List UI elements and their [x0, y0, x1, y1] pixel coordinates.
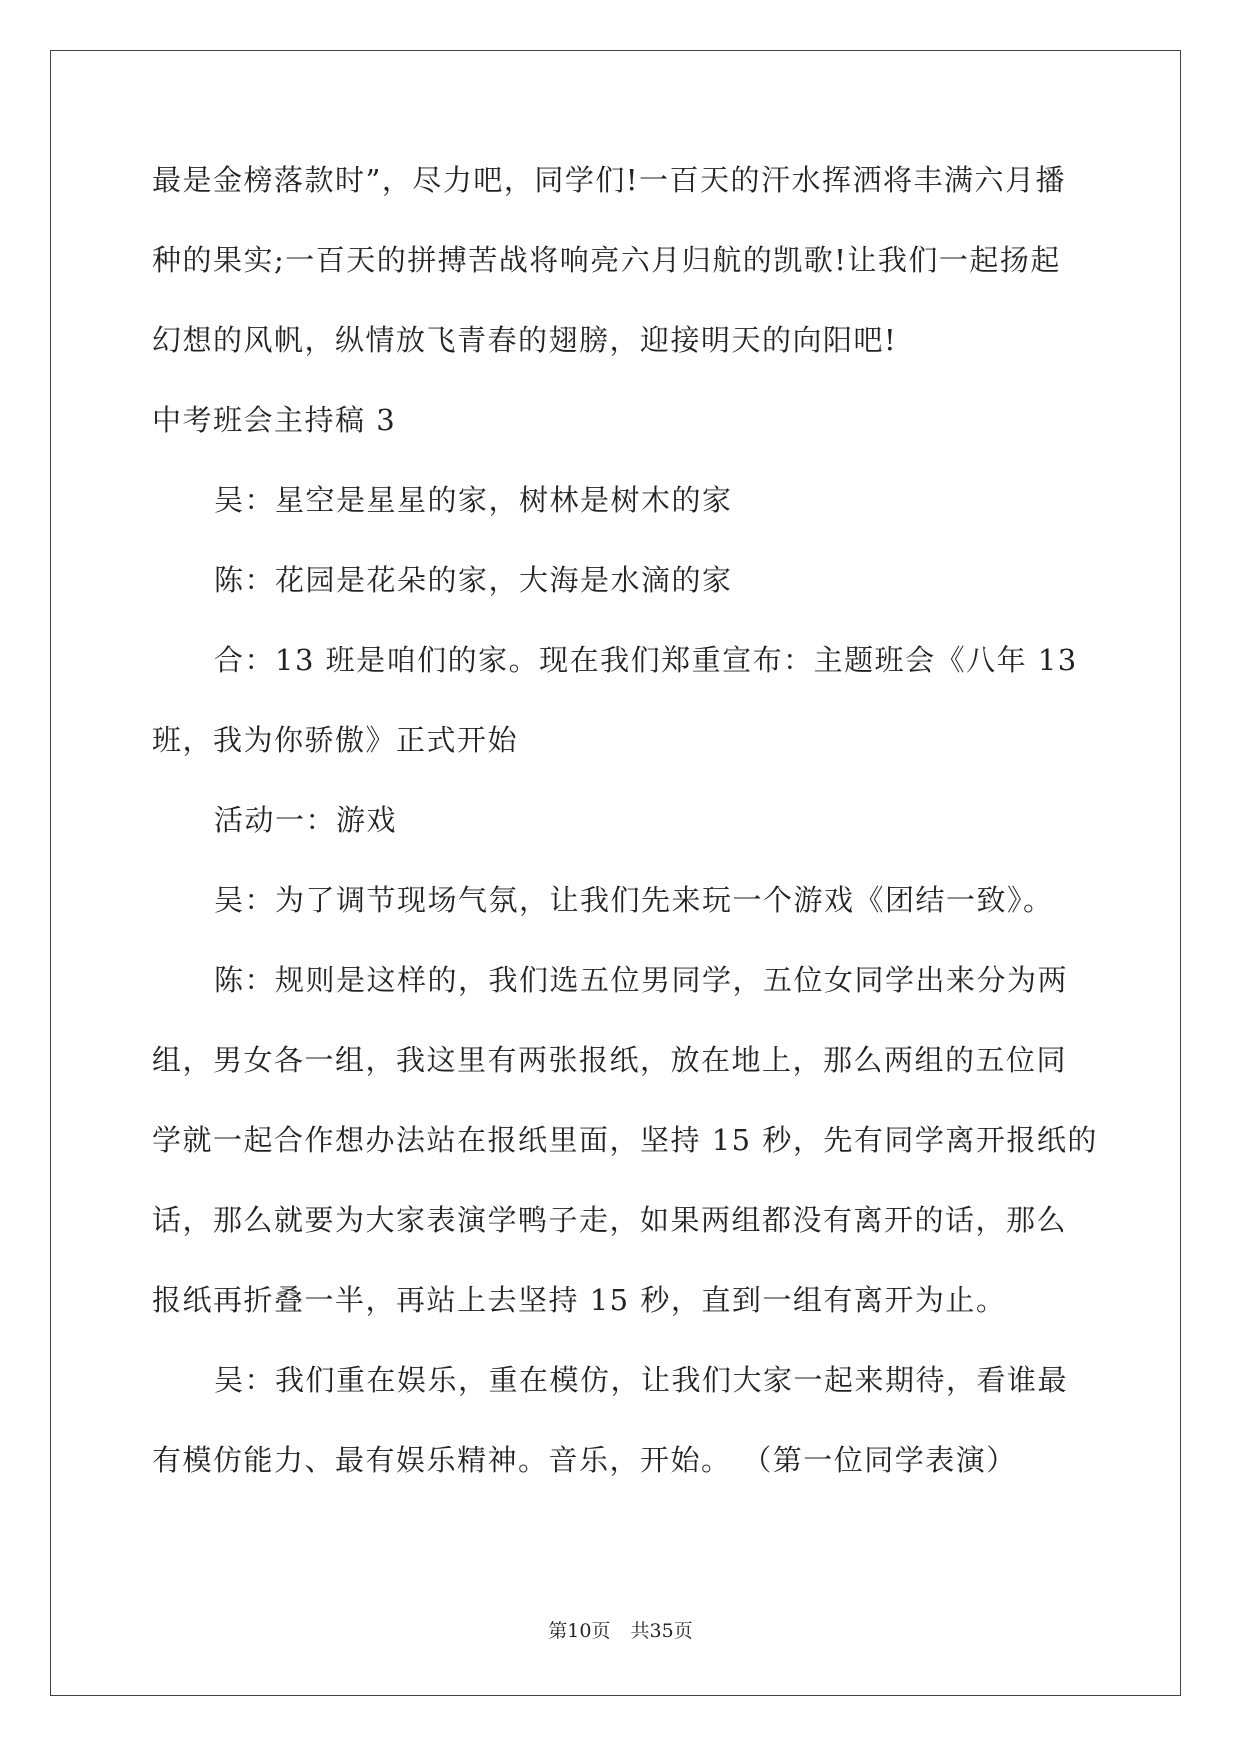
- text-line: 话，那么就要为大家表演学鸭子走，如果两组都没有离开的话，那么: [152, 1203, 1068, 1237]
- text-line: 活动一：游戏: [214, 803, 398, 837]
- page-suffix: 页: [591, 1620, 611, 1642]
- text-line: 陈：规则是这样的，我们选五位男同学，五位女同学出来分为两: [214, 963, 1069, 997]
- total-suffix: 页: [673, 1620, 693, 1642]
- text-line: 班，我为你骄傲》正式开始: [152, 723, 519, 757]
- text-line: 陈：花园是花朵的家，大海是水滴的家: [214, 563, 733, 597]
- text-line: 幻想的风帆，纵情放飞青春的翅膀，迎接明天的向阳吧!: [152, 323, 898, 357]
- text-line: 最是金榜落款时”，尽力吧，同学们!一百天的汗水挥洒将丰满六月播: [152, 163, 1066, 197]
- page-total: 35: [649, 1620, 674, 1642]
- total-prefix: 共: [630, 1620, 650, 1642]
- text-line: 组，男女各一组，我这里有两张报纸，放在地上，那么两组的五位同: [152, 1043, 1068, 1077]
- page-number: 10: [567, 1620, 592, 1642]
- text-line: 吴：为了调节现场气氛，让我们先来玩一个游戏《团结一致》。: [214, 883, 1054, 917]
- text-line: 吴：星空是星星的家，树林是树木的家: [214, 483, 733, 517]
- section-heading: 中考班会主持稿 3: [152, 403, 397, 437]
- text-line: 种的果实;一百天的拼搏苦战将响亮六月归航的凯歌!让我们一起扬起: [152, 243, 1061, 277]
- page-footer: [0, 1616, 1241, 1643]
- document-body: [152, 160, 1098, 1520]
- text-line: 吴：我们重在娱乐，重在模仿，让我们大家一起来期待，看谁最: [214, 1363, 1069, 1397]
- page-prefix: 第: [548, 1620, 568, 1642]
- text-line: 有模仿能力、最有娱乐精神。音乐，开始。 （第一位同学表演）: [152, 1443, 1017, 1477]
- text-line: 报纸再折叠一半，再站上去坚持 15 秒，直到一组有离开为止。: [152, 1283, 1007, 1317]
- text-line: 学就一起合作想办法站在报纸里面，坚持 15 秒，先有同学离开报纸的: [152, 1123, 1098, 1157]
- text-line: 合：13 班是咱们的家。现在我们郑重宣布：主题班会《八年 13: [214, 643, 1078, 677]
